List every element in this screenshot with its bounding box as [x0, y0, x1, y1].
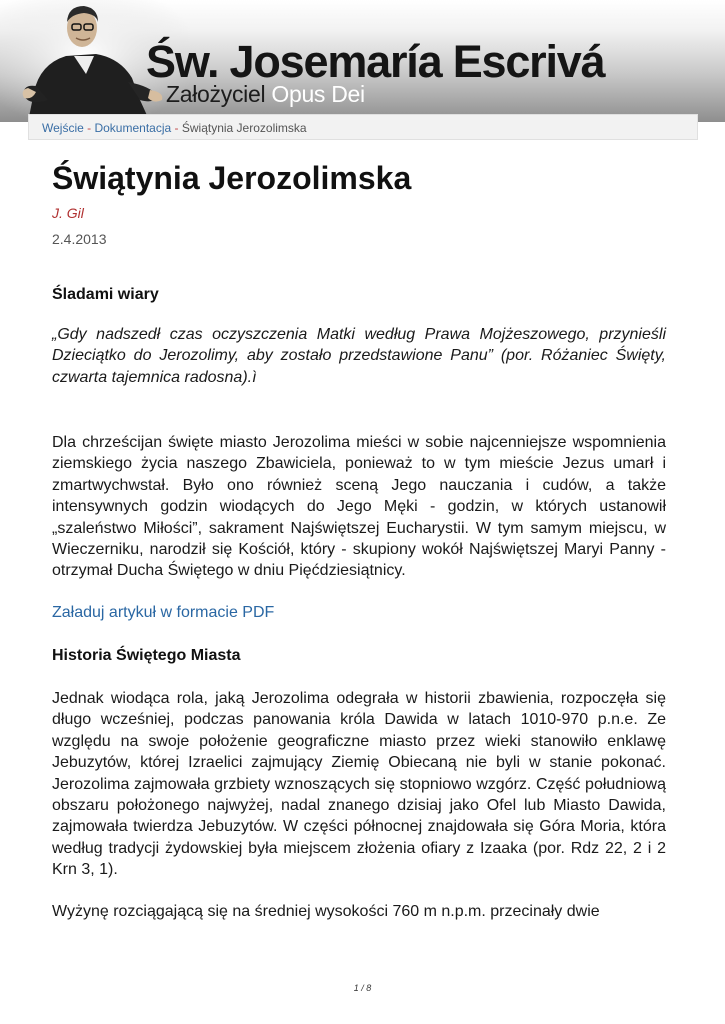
- article-paragraph: Jednak wiodąca rola, jaką Jerozolima odegrała w historii zbawienia, rozpoczęła się długo wcześniej, podczas panowania króla Dawida w latach 1010-970 p.n.e. Ze względu na swoje położenie geograficzne miasto przez wieki stanowiło enklawę Jebuzytów, której Izraelici zajmujący Ziemię Obiecaną nie byli w stanie pokonać. Jerozolima zajmowała grzbiety wznoszących się stopniowo wzgórz. Część południową obszaru położonego najwyżej, nadal znanego dzisiaj jako Ofel lub Miasto Dawida, zajmowała twierdza Jebuzytów. W części północnej znajdowała się Góra Moria, która według tradycji żydowskiej była miejscem złożenia ofiary z Izaaka (por. Rdz 22, 2 i 2 Krn 3, 1).: [52, 690, 666, 879]
- article-paragraph: Dla chrześcijan święte miasto Jerozolima mieści w sobie najcenniejsze wspomnienia ziemskiego życia naszego Zbawiciela, ponieważ to w tym mieście Jezus umarł i zmartwychwstał. Było ono również sceną Jego nauczania i cudów, a także intensywnych godzin wiodących do Jego Męki - godzin, w których ustanowił „szaleństwo Miłości”, sakrament Najświętszej Eucharystii. W tym samym miejscu, w Wieczerniku, narodził się Kościół, który - skupiony wokół Najświętszej Maryi Panny - otrzymał Ducha Świętego w dniu Pięćdziesiątnicy.: [52, 434, 666, 580]
- site-subtitle: [166, 80, 365, 108]
- breadcrumb-home-link[interactable]: Wejście: [42, 121, 84, 135]
- breadcrumb-separator: -: [171, 121, 182, 135]
- pdf-download-link[interactable]: Załaduj artykuł w formacie PDF: [52, 604, 275, 621]
- breadcrumb-separator: -: [83, 121, 95, 135]
- breadcrumb: [28, 114, 698, 140]
- article-date: 2.4.2013: [52, 231, 107, 247]
- breadcrumb-current: Świątynia Jerozolimska: [181, 121, 307, 135]
- article-paragraph: Wyżynę rozciągającą się na średniej wysokości 760 m n.p.m. przecinały dwie: [52, 903, 600, 920]
- section-heading-sladami-wiary: Śladami wiary: [52, 286, 159, 303]
- site-banner: [0, 0, 725, 122]
- article-author[interactable]: J. Gil: [52, 205, 84, 221]
- intro-quote: „Gdy nadszedł czas oczyszczenia Matki według Prawa Mojżeszowego, przynieśli Dzieciątko do Jerozolimy, aby zostało przedstawione Panu” (por. Różaniec Święty, czwarta tajemnica radosna).ì: [52, 326, 666, 386]
- section-heading-historia: Historia Świętego Miasta: [52, 647, 241, 664]
- breadcrumb-section-link[interactable]: Dokumentacja: [94, 121, 172, 135]
- site-subtitle-light: Opus Dei: [271, 81, 365, 107]
- page-number: 1 / 8: [353, 983, 372, 993]
- article-title: Świątynia Jerozolimska: [52, 160, 412, 196]
- site-title: Św. Josemaría Escrivá: [146, 36, 605, 87]
- site-subtitle-dark: Założyciel: [166, 81, 266, 107]
